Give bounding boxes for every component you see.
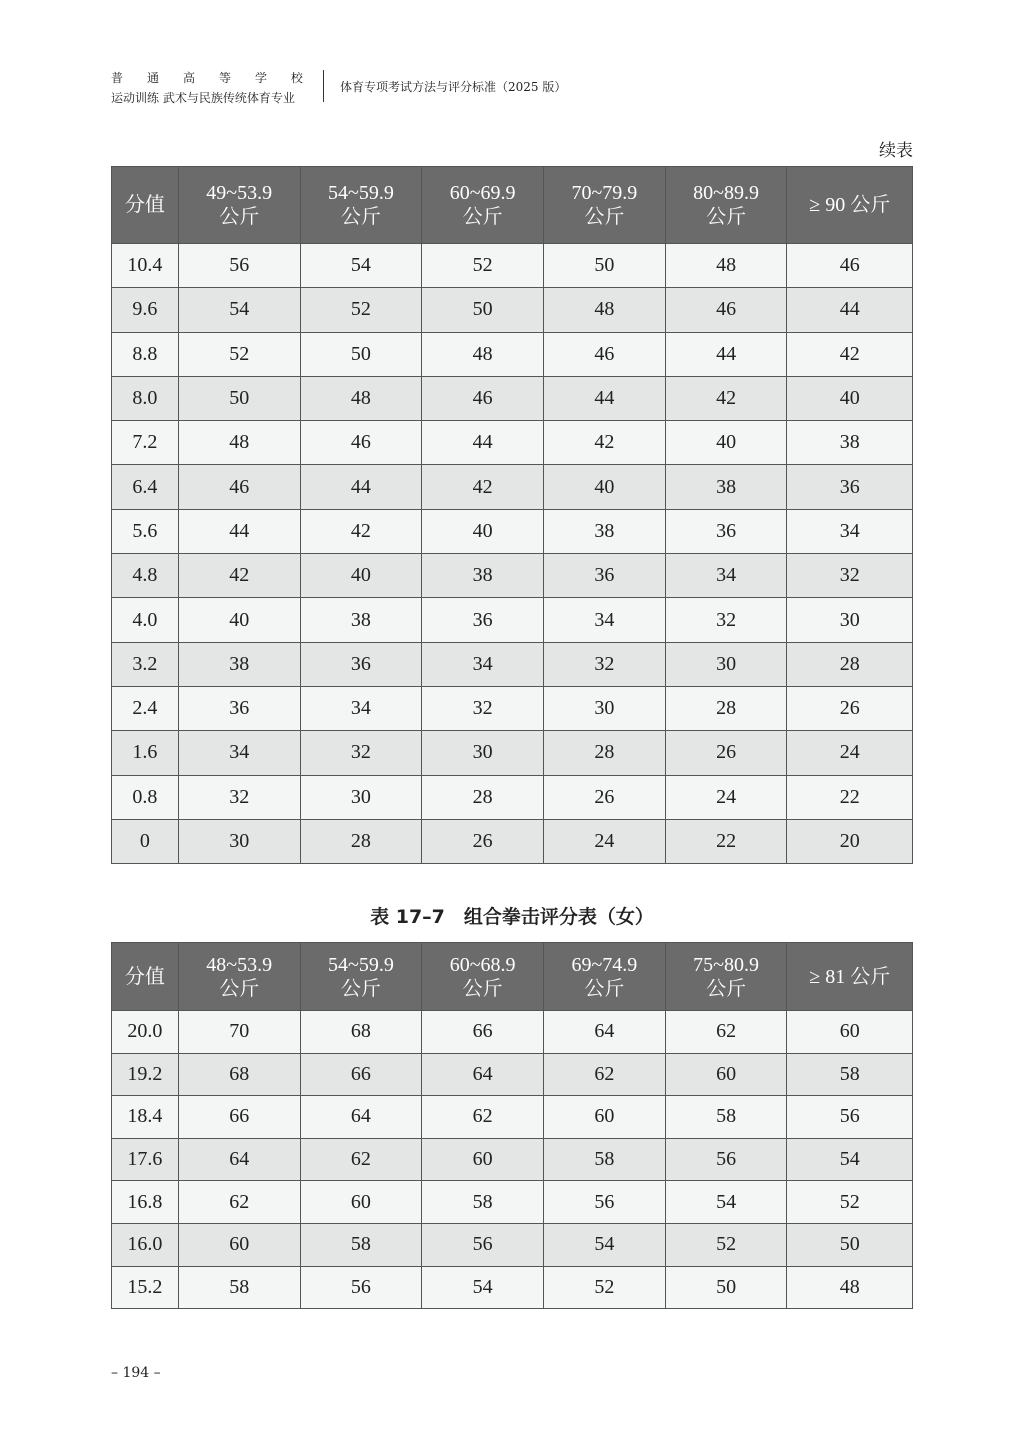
value-cell: 52 — [300, 288, 422, 332]
value-cell: 30 — [787, 598, 913, 642]
value-cell: 52 — [544, 1266, 666, 1309]
value-cell: 56 — [665, 1138, 787, 1181]
value-cell: 38 — [544, 509, 666, 553]
value-cell: 60 — [544, 1096, 666, 1139]
header-school-char: 学 — [254, 71, 267, 85]
value-cell: 46 — [787, 244, 913, 288]
value-cell: 42 — [300, 509, 422, 553]
column-header: 54~59.9 公斤 — [300, 167, 422, 244]
value-cell: 52 — [665, 1223, 787, 1266]
score-cell: 10.4 — [112, 244, 179, 288]
value-cell: 38 — [300, 598, 422, 642]
value-cell: 34 — [422, 642, 544, 686]
table-row — [112, 1053, 913, 1096]
value-cell: 62 — [422, 1096, 544, 1139]
score-cell: 17.6 — [112, 1138, 179, 1181]
score-cell: 2.4 — [112, 686, 179, 730]
value-cell: 50 — [300, 332, 422, 376]
value-cell: 64 — [544, 1011, 666, 1054]
value-cell: 30 — [544, 686, 666, 730]
score-cell: 5.6 — [112, 509, 179, 553]
score-cell: 9.6 — [112, 288, 179, 332]
value-cell: 26 — [544, 775, 666, 819]
value-cell: 64 — [422, 1053, 544, 1096]
value-cell: 42 — [787, 332, 913, 376]
value-cell: 20 — [787, 819, 913, 863]
value-cell: 30 — [178, 819, 300, 863]
table-row — [112, 686, 913, 730]
value-cell: 58 — [422, 1181, 544, 1224]
table-row — [112, 1138, 913, 1181]
value-cell: 36 — [422, 598, 544, 642]
value-cell: 58 — [178, 1266, 300, 1309]
column-header: 54~59.9 公斤 — [300, 943, 422, 1011]
value-cell: 32 — [665, 598, 787, 642]
column-header: 80~89.9 公斤 — [665, 167, 787, 244]
value-cell: 40 — [300, 554, 422, 598]
value-cell: 70 — [178, 1011, 300, 1054]
value-cell: 56 — [300, 1266, 422, 1309]
score-cell: 3.2 — [112, 642, 179, 686]
value-cell: 54 — [300, 244, 422, 288]
value-cell: 32 — [300, 731, 422, 775]
score-cell: 0.8 — [112, 775, 179, 819]
table-row — [112, 288, 913, 332]
value-cell: 46 — [544, 332, 666, 376]
value-cell: 26 — [787, 686, 913, 730]
header-divider — [323, 70, 324, 102]
column-header: 75~80.9 公斤 — [665, 943, 787, 1011]
value-cell: 56 — [178, 244, 300, 288]
column-header: 分值 — [112, 167, 179, 244]
value-cell: 40 — [665, 421, 787, 465]
value-cell: 58 — [787, 1053, 913, 1096]
value-cell: 58 — [665, 1096, 787, 1139]
score-cell: 15.2 — [112, 1266, 179, 1309]
score-cell: 8.0 — [112, 376, 179, 420]
value-cell: 30 — [665, 642, 787, 686]
value-cell: 38 — [787, 421, 913, 465]
table-row — [112, 509, 913, 553]
value-cell: 44 — [422, 421, 544, 465]
table-row — [112, 1266, 913, 1309]
table-row — [112, 642, 913, 686]
table-row — [112, 1223, 913, 1266]
score-cell: 0 — [112, 819, 179, 863]
value-cell: 40 — [178, 598, 300, 642]
value-cell: 48 — [178, 421, 300, 465]
value-cell: 62 — [300, 1138, 422, 1181]
header-school-char: 校 — [290, 71, 303, 85]
running-header-left — [111, 68, 303, 108]
value-cell: 26 — [665, 731, 787, 775]
value-cell: 38 — [665, 465, 787, 509]
value-cell: 28 — [544, 731, 666, 775]
value-cell: 34 — [544, 598, 666, 642]
table-row — [112, 244, 913, 288]
value-cell: 52 — [178, 332, 300, 376]
table-row — [112, 465, 913, 509]
table-row — [112, 598, 913, 642]
header-major-line: 运动训练 武术与民族传统体育专业 — [111, 91, 295, 105]
value-cell: 34 — [300, 686, 422, 730]
value-cell: 42 — [665, 376, 787, 420]
value-cell: 46 — [665, 288, 787, 332]
value-cell: 54 — [665, 1181, 787, 1224]
table-row — [112, 731, 913, 775]
table-row — [112, 1096, 913, 1139]
column-header: 60~68.9 公斤 — [422, 943, 544, 1011]
score-cell: 20.0 — [112, 1011, 179, 1054]
value-cell: 42 — [422, 465, 544, 509]
value-cell: 50 — [178, 376, 300, 420]
value-cell: 54 — [787, 1138, 913, 1181]
score-cell: 18.4 — [112, 1096, 179, 1139]
value-cell: 42 — [178, 554, 300, 598]
value-cell: 46 — [178, 465, 300, 509]
value-cell: 56 — [422, 1223, 544, 1266]
score-cell: 8.8 — [112, 332, 179, 376]
value-cell: 38 — [422, 554, 544, 598]
value-cell: 22 — [665, 819, 787, 863]
value-cell: 34 — [178, 731, 300, 775]
score-cell: 19.2 — [112, 1053, 179, 1096]
value-cell: 54 — [178, 288, 300, 332]
header-school-char: 等 — [218, 71, 231, 85]
value-cell: 30 — [422, 731, 544, 775]
value-cell: 66 — [178, 1096, 300, 1139]
score-cell: 1.6 — [112, 731, 179, 775]
column-header: 70~79.9 公斤 — [544, 167, 666, 244]
score-cell: 7.2 — [112, 421, 179, 465]
page-number: – 194 – — [111, 1365, 161, 1381]
value-cell: 36 — [544, 554, 666, 598]
column-header: 69~74.9 公斤 — [544, 943, 666, 1011]
value-cell: 36 — [665, 509, 787, 553]
table-row — [112, 1181, 913, 1224]
value-cell: 24 — [544, 819, 666, 863]
value-cell: 44 — [665, 332, 787, 376]
score-cell: 4.0 — [112, 598, 179, 642]
score-table-continued — [111, 166, 913, 864]
value-cell: 40 — [787, 376, 913, 420]
value-cell: 66 — [422, 1011, 544, 1054]
value-cell: 66 — [300, 1053, 422, 1096]
value-cell: 28 — [300, 819, 422, 863]
value-cell: 38 — [178, 642, 300, 686]
value-cell: 68 — [300, 1011, 422, 1054]
value-cell: 44 — [178, 509, 300, 553]
value-cell: 62 — [178, 1181, 300, 1224]
value-cell: 64 — [178, 1138, 300, 1181]
table-row — [112, 819, 913, 863]
value-cell: 44 — [787, 288, 913, 332]
value-cell: 40 — [544, 465, 666, 509]
value-cell: 36 — [178, 686, 300, 730]
value-cell: 44 — [544, 376, 666, 420]
value-cell: 30 — [300, 775, 422, 819]
column-header: 49~53.9 公斤 — [178, 167, 300, 244]
value-cell: 40 — [422, 509, 544, 553]
value-cell: 48 — [300, 376, 422, 420]
value-cell: 54 — [422, 1266, 544, 1309]
score-cell: 4.8 — [112, 554, 179, 598]
value-cell: 62 — [665, 1011, 787, 1054]
table-row — [112, 332, 913, 376]
value-cell: 62 — [544, 1053, 666, 1096]
value-cell: 36 — [300, 642, 422, 686]
value-cell: 24 — [665, 775, 787, 819]
value-cell: 34 — [665, 554, 787, 598]
value-cell: 60 — [422, 1138, 544, 1181]
value-cell: 24 — [787, 731, 913, 775]
value-cell: 56 — [787, 1096, 913, 1139]
table-row — [112, 1011, 913, 1054]
value-cell: 60 — [300, 1181, 422, 1224]
header-school-char: 高 — [182, 71, 195, 85]
column-header: 48~53.9 公斤 — [178, 943, 300, 1011]
value-cell: 64 — [300, 1096, 422, 1139]
value-cell: 48 — [665, 244, 787, 288]
header-school-line — [111, 68, 303, 88]
value-cell: 60 — [178, 1223, 300, 1266]
value-cell: 50 — [665, 1266, 787, 1309]
value-cell: 36 — [787, 465, 913, 509]
header-school-char: 普 — [111, 71, 124, 85]
value-cell: 50 — [787, 1223, 913, 1266]
column-header: ≥ 81 公斤 — [787, 943, 913, 1011]
value-cell: 48 — [422, 332, 544, 376]
value-cell: 56 — [544, 1181, 666, 1224]
value-cell: 68 — [178, 1053, 300, 1096]
table-row — [112, 554, 913, 598]
value-cell: 22 — [787, 775, 913, 819]
value-cell: 44 — [300, 465, 422, 509]
running-header-right: 体育专项考试方法与评分标准（2025 版） — [340, 80, 567, 94]
value-cell: 50 — [544, 244, 666, 288]
value-cell: 48 — [544, 288, 666, 332]
value-cell: 32 — [787, 554, 913, 598]
table-row — [112, 376, 913, 420]
value-cell: 26 — [422, 819, 544, 863]
value-cell: 52 — [422, 244, 544, 288]
value-cell: 54 — [544, 1223, 666, 1266]
value-cell: 48 — [787, 1266, 913, 1309]
value-cell: 58 — [300, 1223, 422, 1266]
column-header: 分值 — [112, 943, 179, 1011]
column-header: ≥ 90 公斤 — [787, 167, 913, 244]
value-cell: 32 — [422, 686, 544, 730]
value-cell: 28 — [422, 775, 544, 819]
value-cell: 28 — [665, 686, 787, 730]
value-cell: 32 — [544, 642, 666, 686]
column-header: 60~69.9 公斤 — [422, 167, 544, 244]
header-school-char: 通 — [146, 71, 159, 85]
value-cell: 42 — [544, 421, 666, 465]
score-cell: 16.8 — [112, 1181, 179, 1224]
value-cell: 52 — [787, 1181, 913, 1224]
table-row — [112, 775, 913, 819]
value-cell: 34 — [787, 509, 913, 553]
value-cell: 50 — [422, 288, 544, 332]
score-table-women — [111, 942, 913, 1309]
continued-label: 续表 — [879, 141, 913, 161]
score-cell: 6.4 — [112, 465, 179, 509]
value-cell: 46 — [300, 421, 422, 465]
value-cell: 28 — [787, 642, 913, 686]
value-cell: 60 — [665, 1053, 787, 1096]
value-cell: 58 — [544, 1138, 666, 1181]
value-cell: 32 — [178, 775, 300, 819]
value-cell: 60 — [787, 1011, 913, 1054]
value-cell: 46 — [422, 376, 544, 420]
table-row — [112, 421, 913, 465]
table-caption: 表 17–7 组合拳击评分表（女） — [370, 906, 654, 928]
score-cell: 16.0 — [112, 1223, 179, 1266]
